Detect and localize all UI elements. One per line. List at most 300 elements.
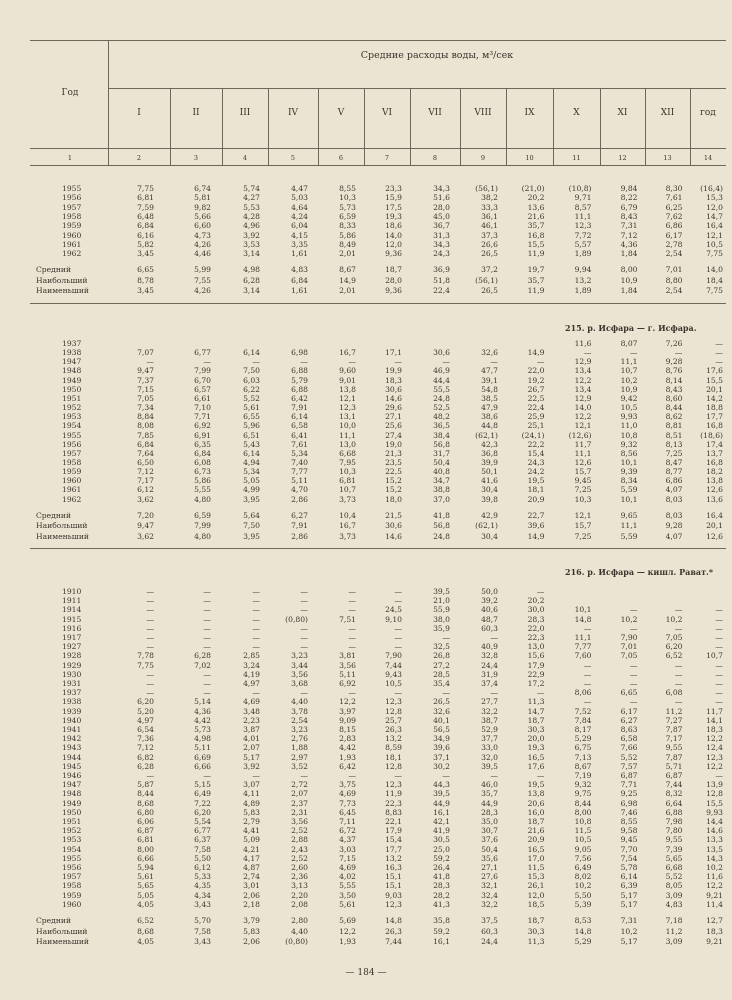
value-cell: 12,6 <box>706 531 723 541</box>
value-cell: 9,32 <box>574 780 592 790</box>
value-cell: 32,6 <box>433 706 450 716</box>
value-cell: 10,1 <box>620 457 638 467</box>
value-cell: 30,4 <box>481 531 498 541</box>
value-cell: 38,4 <box>433 430 450 440</box>
value-cell: 6,04 <box>291 221 308 231</box>
value-cell: 9,28 <box>665 357 683 367</box>
value-cell: 10,5 <box>620 403 638 413</box>
value-cell: 17,2 <box>527 679 545 688</box>
table-row <box>0 780 732 789</box>
value-cell: 5,34 <box>243 467 260 477</box>
value-cell: 3,01 <box>243 881 260 891</box>
value-cell: 17,5 <box>385 202 402 212</box>
month-header: VIII <box>474 108 492 118</box>
value-cell: 7,31 <box>620 221 638 231</box>
value-cell: 4,07 <box>665 531 683 541</box>
table-row <box>0 845 732 854</box>
year-cell: 1948 <box>62 789 82 799</box>
value-cell: 7,90 <box>385 651 402 661</box>
value-cell: — <box>300 357 308 367</box>
value-cell: 2,43 <box>291 844 308 854</box>
value-cell: — <box>203 623 211 633</box>
value-cell: 13,8 <box>706 476 723 486</box>
value-cell: 5,11 <box>339 669 356 679</box>
value-cell: — <box>629 697 638 707</box>
value-cell: 6,81 <box>339 476 356 486</box>
value-cell: 6,25 <box>665 202 683 212</box>
value-cell: 21,6 <box>527 211 545 221</box>
value-cell: 6,59 <box>339 211 356 221</box>
value-cell: 6,17 <box>665 230 683 240</box>
value-cell: 7,07 <box>137 348 154 358</box>
value-cell: 9,60 <box>339 366 356 376</box>
value-cell: 5,61 <box>243 403 260 413</box>
year-cell: 1949 <box>62 798 82 808</box>
value-cell: — <box>674 623 683 633</box>
value-cell: 42,9 <box>481 510 498 520</box>
value-cell: 41,3 <box>433 899 450 909</box>
value-cell: 35,6 <box>481 853 498 863</box>
value-cell: 5,52 <box>665 872 683 882</box>
value-cell: 19,7 <box>527 265 545 275</box>
value-cell: 6,42 <box>291 393 308 403</box>
value-cell: 8,33 <box>339 221 356 231</box>
value-cell: 7,66 <box>620 743 638 753</box>
value-cell: 5,29 <box>574 937 592 946</box>
table-row <box>0 817 732 826</box>
value-cell: 7,80 <box>665 826 683 836</box>
value-cell: — <box>146 357 154 367</box>
value-cell: 10,2 <box>620 375 638 385</box>
value-cell: 4,69 <box>339 863 356 872</box>
value-cell: 5,70 <box>194 916 211 925</box>
value-cell: 7,78 <box>137 651 154 661</box>
year-cell: 1957 <box>62 448 82 458</box>
value-cell: 25,6 <box>385 421 402 431</box>
value-cell: 22,5 <box>527 393 545 403</box>
value-cell: — <box>348 357 356 367</box>
value-cell: 18,6 <box>385 221 402 231</box>
value-cell: 18,3 <box>706 926 723 936</box>
value-cell: 16,8 <box>706 457 723 467</box>
value-cell: 7,61 <box>665 193 683 203</box>
value-cell: 15,1 <box>385 881 402 891</box>
table-row <box>0 431 732 440</box>
value-cell: 9,55 <box>665 835 683 845</box>
value-cell: 31,7 <box>433 448 450 458</box>
value-cell: 5,59 <box>620 485 638 495</box>
year-cell: 1950 <box>62 384 82 394</box>
value-cell: 11,0 <box>620 421 638 431</box>
value-cell: 24,5 <box>385 605 402 615</box>
value-cell: 7,15 <box>339 853 356 863</box>
value-cell: 3,43 <box>194 899 211 909</box>
header-mid-rule <box>108 88 726 89</box>
summary-row <box>0 916 732 925</box>
summary-row <box>0 521 732 530</box>
value-cell: 5,52 <box>243 393 260 403</box>
header-col-divider <box>690 88 691 166</box>
value-cell: 20,1 <box>706 384 723 394</box>
value-cell: 7,75 <box>706 249 723 259</box>
table-row <box>0 212 732 221</box>
value-cell: 16,1 <box>433 807 450 817</box>
value-cell: — <box>442 633 450 642</box>
value-cell: 4,94 <box>243 457 260 467</box>
value-cell: 11,1 <box>574 448 592 458</box>
value-cell: 8,03 <box>665 494 683 504</box>
value-cell: 8,81 <box>665 421 683 431</box>
value-cell: 5,61 <box>137 872 154 882</box>
value-cell: 13,2 <box>385 853 402 863</box>
value-cell: 19,9 <box>385 366 402 376</box>
value-cell: 15,1 <box>385 872 402 882</box>
value-cell: 7,50 <box>243 366 260 376</box>
value-cell: 24,2 <box>527 467 545 477</box>
value-cell: 8,08 <box>137 421 154 431</box>
value-cell: 6,88 <box>291 366 308 376</box>
value-cell: — <box>394 688 402 698</box>
value-cell: 13,6 <box>527 202 545 212</box>
value-cell: 5,17 <box>620 890 638 900</box>
value-cell: 38,0 <box>433 614 450 624</box>
value-cell: 6,12 <box>194 863 211 872</box>
table-row <box>0 863 732 872</box>
value-cell: 55,5 <box>433 384 450 394</box>
value-cell: 29,6 <box>385 403 402 413</box>
value-cell: 12,3 <box>385 780 402 790</box>
value-cell: 34,9 <box>433 734 450 744</box>
value-cell: 38,6 <box>481 412 498 422</box>
year-cell: 1946 <box>62 771 82 780</box>
value-cell: 30,3 <box>527 926 545 936</box>
value-cell: 12,1 <box>339 393 356 403</box>
month-header: XII <box>660 108 675 118</box>
value-cell: 37,1 <box>433 752 450 762</box>
value-cell: 7,73 <box>339 798 356 808</box>
value-cell: 3,78 <box>291 706 308 716</box>
value-cell: 7,51 <box>339 614 356 624</box>
value-cell: 15,7 <box>574 467 592 477</box>
value-cell: 2,54 <box>665 286 683 296</box>
value-cell: — <box>674 697 683 707</box>
value-cell: 12,3 <box>706 752 723 762</box>
value-cell: 2,86 <box>291 531 308 541</box>
value-cell: 26,8 <box>433 651 450 661</box>
value-cell: 7,55 <box>194 275 211 285</box>
value-cell: 2,54 <box>665 249 683 259</box>
value-cell: 12,0 <box>527 890 545 900</box>
value-cell: 15,4 <box>385 835 402 845</box>
value-cell: 3,44 <box>291 660 308 670</box>
value-cell: 54,8 <box>481 384 498 394</box>
value-cell: 2,54 <box>291 715 308 725</box>
value-cell: 1,88 <box>291 743 308 753</box>
value-cell: 5,54 <box>194 817 211 826</box>
value-cell: 4,96 <box>243 221 260 231</box>
value-cell: 12,2 <box>706 881 723 891</box>
value-cell: 1,93 <box>339 752 356 762</box>
value-cell: 21,5 <box>385 510 402 520</box>
value-cell: 6,58 <box>291 421 308 431</box>
value-cell: 6,54 <box>137 725 154 734</box>
value-cell: 7,05 <box>137 393 154 403</box>
value-cell: 11,3 <box>527 697 545 707</box>
summary-row <box>0 265 732 274</box>
value-cell: 17,0 <box>527 853 545 863</box>
value-cell: — <box>348 771 356 780</box>
value-cell: 9,36 <box>385 286 402 296</box>
value-cell: 18,7 <box>527 817 545 826</box>
value-cell: 7,99 <box>194 521 211 531</box>
value-cell: 8,68 <box>137 926 154 936</box>
value-cell: 8,44 <box>665 403 683 413</box>
value-cell: 6,20 <box>665 642 683 652</box>
value-cell: 10,2 <box>706 863 723 872</box>
value-cell: 13,1 <box>339 412 356 422</box>
value-cell: 6,84 <box>137 221 154 231</box>
value-cell: 7,44 <box>665 780 683 790</box>
value-cell: — <box>442 771 450 780</box>
value-cell: 8,43 <box>665 384 683 394</box>
value-cell: 26,6 <box>481 239 498 249</box>
value-cell: 7,87 <box>665 725 683 734</box>
value-cell: — <box>674 679 683 688</box>
value-cell: 27,2 <box>433 660 450 670</box>
value-cell: 6,68 <box>665 863 683 872</box>
value-cell: 25,1 <box>527 421 545 431</box>
value-cell: 38,8 <box>433 485 450 495</box>
value-cell: — <box>300 623 308 633</box>
value-cell: — <box>252 357 260 367</box>
value-cell: — <box>300 596 308 606</box>
value-cell: 6,86 <box>665 476 683 486</box>
year-cell: 1941 <box>62 725 82 734</box>
value-cell: 7,02 <box>194 660 211 670</box>
value-cell: 20,0 <box>527 734 545 744</box>
header-bottom-rule <box>30 148 726 149</box>
table-row <box>0 762 732 771</box>
value-cell: 37,5 <box>481 916 498 925</box>
value-cell: 9,47 <box>137 521 154 531</box>
value-cell: 28,3 <box>481 807 498 817</box>
value-cell: 7,37 <box>137 375 154 385</box>
value-cell: 39,9 <box>481 457 498 467</box>
value-cell: 35,7 <box>481 789 498 799</box>
value-cell: 7,62 <box>665 211 683 221</box>
value-cell: 30,0 <box>527 605 545 615</box>
year-cell: 1960 <box>62 899 82 909</box>
summary-row <box>0 286 732 295</box>
value-cell: 34,7 <box>433 476 450 486</box>
value-cell: 19,5 <box>527 476 545 486</box>
value-cell: 8,17 <box>574 725 592 734</box>
year-cell: 1928 <box>62 651 82 661</box>
table-row <box>0 458 732 467</box>
value-cell: 1,93 <box>339 937 356 946</box>
value-cell: 38,2 <box>481 193 498 203</box>
value-cell: 59,2 <box>433 926 450 936</box>
month-header: I <box>137 108 141 118</box>
year-cell: 1950 <box>62 807 82 817</box>
value-cell: 18,3 <box>385 375 402 385</box>
value-cell: 2,52 <box>291 853 308 863</box>
table-row <box>0 357 732 366</box>
value-cell: 46,0 <box>481 780 498 790</box>
value-cell: 18,2 <box>706 467 723 477</box>
value-cell: 9,45 <box>574 476 592 486</box>
value-cell: 13,4 <box>574 384 592 394</box>
section-rule <box>30 303 726 304</box>
month-header: X <box>573 108 580 118</box>
value-cell: 14,3 <box>706 853 723 863</box>
value-cell: 6,49 <box>194 789 211 799</box>
month-header: VII <box>428 108 442 118</box>
year-cell: 1943 <box>62 743 82 753</box>
value-cell: 12,0 <box>706 202 723 212</box>
value-cell: — <box>203 357 211 367</box>
value-cell: 2,83 <box>339 734 356 744</box>
year-cell: 1959 <box>62 467 82 477</box>
value-cell: — <box>203 679 211 688</box>
value-cell: — <box>348 633 356 642</box>
month-header: IV <box>287 108 299 118</box>
value-cell: — <box>203 614 211 624</box>
value-cell: — <box>252 587 260 596</box>
value-cell: 2,23 <box>243 715 260 725</box>
value-cell: — <box>146 669 154 679</box>
year-cell: 1954 <box>62 844 82 854</box>
value-cell: 12,2 <box>339 697 356 707</box>
value-cell: 46,1 <box>481 221 498 231</box>
value-cell: 10,4 <box>339 510 356 520</box>
value-cell: 7,77 <box>291 467 308 477</box>
year-cell: 1937 <box>62 688 82 698</box>
value-cell: 9,42 <box>620 393 638 403</box>
column-number: 4 <box>242 154 248 162</box>
value-cell: 9,05 <box>574 844 592 854</box>
value-cell: 2,97 <box>291 752 308 762</box>
value-cell: 6,39 <box>620 881 638 891</box>
value-cell: 9,03 <box>385 890 402 900</box>
value-cell: 22,4 <box>433 286 450 296</box>
value-cell: 7,34 <box>137 403 154 413</box>
table-row <box>0 467 732 476</box>
value-cell: 19,5 <box>527 780 545 790</box>
year-cell: 1940 <box>62 715 82 725</box>
value-cell: 8,55 <box>339 184 356 193</box>
value-cell: 8,00 <box>574 807 592 817</box>
summary-row <box>0 937 732 946</box>
value-cell: 44,4 <box>433 375 450 385</box>
value-cell: 3,24 <box>243 660 260 670</box>
value-cell: 10,2 <box>574 881 592 891</box>
table-row <box>0 615 732 624</box>
table-row <box>0 596 732 605</box>
value-cell: 7,20 <box>137 510 154 520</box>
value-cell: 36,9 <box>433 265 450 275</box>
value-cell: 10,5 <box>574 835 592 845</box>
value-cell: 8,60 <box>665 393 683 403</box>
year-cell: 1962 <box>62 494 82 504</box>
value-cell: 26,7 <box>527 384 545 394</box>
value-cell: 3,75 <box>339 780 356 790</box>
value-cell: 15,5 <box>706 375 723 385</box>
value-cell: — <box>146 596 154 606</box>
value-cell: 7,71 <box>194 412 211 422</box>
value-cell: 6,80 <box>137 807 154 817</box>
value-cell: 11,2 <box>665 926 683 936</box>
table-row <box>0 624 732 633</box>
value-cell: — <box>203 605 211 615</box>
value-cell: 8,53 <box>574 916 592 925</box>
value-cell: 9,36 <box>385 249 402 259</box>
value-cell: 6,82 <box>137 752 154 762</box>
value-cell: 6,92 <box>194 421 211 431</box>
value-cell: 60,3 <box>481 926 498 936</box>
value-cell: 7,95 <box>339 457 356 467</box>
value-cell: 3,48 <box>243 706 260 716</box>
value-cell: 5,65 <box>665 853 683 863</box>
value-cell: 12,6 <box>706 485 723 495</box>
value-cell: 25,0 <box>433 844 450 854</box>
page-number: — 184 — <box>345 968 387 978</box>
year-cell: 1959 <box>62 890 82 900</box>
value-cell: 11,1 <box>574 633 592 642</box>
value-cell: — <box>715 623 723 633</box>
value-cell: — <box>203 688 211 698</box>
value-cell: 6,45 <box>339 807 356 817</box>
value-cell: 10,9 <box>620 384 638 394</box>
value-cell: 8,44 <box>137 789 154 799</box>
year-cell: 1938 <box>62 697 82 707</box>
value-cell: 6,52 <box>665 651 683 661</box>
value-cell: 26,1 <box>527 881 545 891</box>
value-cell: 5,43 <box>243 439 260 449</box>
value-cell: 5,55 <box>194 485 211 495</box>
value-cell: 1,61 <box>291 286 308 296</box>
value-cell: 6,49 <box>574 863 592 872</box>
value-cell: 8,57 <box>574 202 592 212</box>
value-cell: 18,4 <box>706 275 723 285</box>
summary-label: Средний <box>36 510 72 520</box>
value-cell: 3,92 <box>243 761 260 771</box>
value-cell: 2,37 <box>291 798 308 808</box>
value-cell: 14,4 <box>706 817 723 826</box>
value-cell: 6,50 <box>137 457 154 467</box>
value-cell: 20,9 <box>527 835 545 845</box>
value-cell: 37,4 <box>481 679 498 688</box>
value-cell: 8,06 <box>574 688 592 698</box>
value-cell: 15,6 <box>527 651 545 661</box>
year-cell: 1958 <box>62 211 82 221</box>
column-number: 6 <box>338 154 344 162</box>
value-cell: 7,84 <box>574 715 592 725</box>
value-cell: 3,53 <box>243 239 260 249</box>
value-cell: 45,0 <box>433 211 450 221</box>
column-number: 12 <box>618 154 627 162</box>
value-cell: — <box>203 633 211 642</box>
year-cell: 1947 <box>62 357 82 367</box>
year-cell: 1915 <box>62 614 82 624</box>
value-cell: 33,3 <box>481 202 498 212</box>
year-cell: 1956 <box>62 193 82 203</box>
value-cell: 6,12 <box>137 485 154 495</box>
value-cell: 6,35 <box>194 439 211 449</box>
value-cell: 6,58 <box>620 734 638 744</box>
value-cell: 44,9 <box>433 798 450 808</box>
value-cell: 5,55 <box>339 881 356 891</box>
